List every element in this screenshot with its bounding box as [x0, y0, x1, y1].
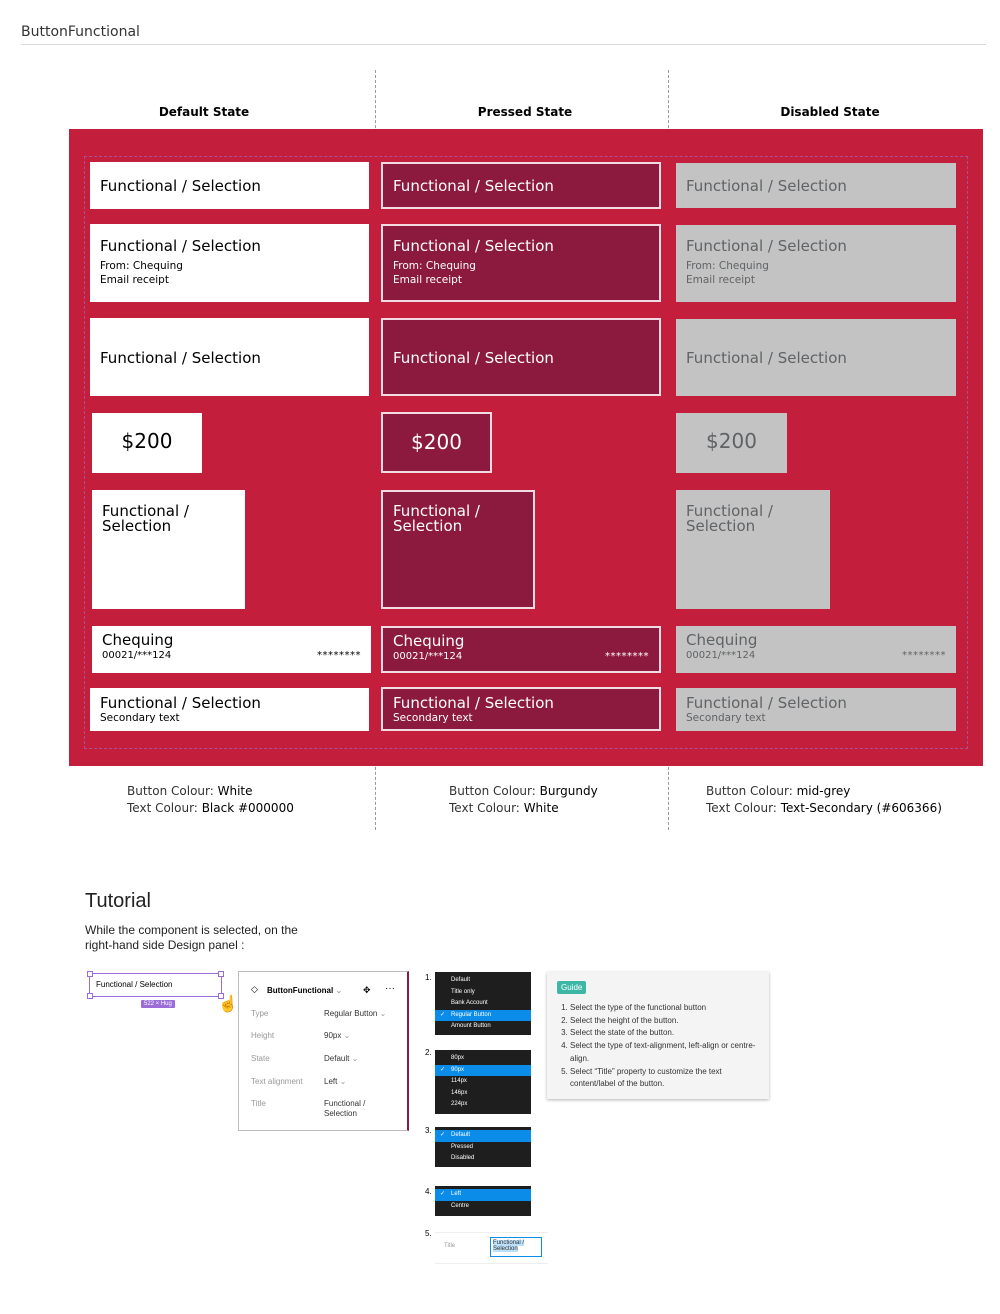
caption-value: Burgundy: [539, 784, 598, 798]
chevron-down-icon: ⌄: [339, 1077, 347, 1086]
component-icon: ◇: [251, 984, 258, 994]
button-subtext-from: From: Chequing: [686, 260, 769, 272]
caption-value: White: [523, 801, 559, 815]
button-title: Functional / Selection: [393, 694, 554, 712]
chevron-down-icon: ⌄: [351, 1054, 359, 1063]
button-title-only-pressed[interactable]: [381, 162, 661, 209]
dropdown-option[interactable]: 114px: [451, 1078, 467, 1084]
prop-label-state: State: [251, 1054, 270, 1063]
prop-value: Left: [324, 1077, 338, 1086]
button-tall-default[interactable]: [92, 490, 245, 609]
account-number: 00021/***124: [102, 650, 172, 661]
prop-select-text-alignment[interactable]: [324, 1077, 346, 1086]
button-secondary-pressed[interactable]: [381, 687, 661, 731]
button-title: Functional / Selection: [100, 694, 261, 712]
button-amount-disabled: [676, 413, 787, 473]
prop-label-text-alignment: Text alignment: [251, 1077, 303, 1086]
dropdown-state[interactable]: [435, 1127, 531, 1167]
dropdown-option[interactable]: Amount Button: [451, 1023, 491, 1029]
button-title-only-disabled: [676, 163, 956, 208]
button-subtext-email: Email receipt: [686, 274, 755, 286]
guide-step: 4. Select the type of text-alignment, left-align or centre-align.: [570, 1040, 765, 1065]
button-amount-default[interactable]: [92, 413, 202, 473]
resize-handle[interactable]: [218, 971, 224, 977]
button-regular-default[interactable]: [90, 224, 369, 302]
button-title: Functional / Selection: [686, 694, 847, 712]
dropdown-option[interactable]: 224px: [451, 1101, 468, 1107]
caption-value: Text-Secondary (#606366): [780, 801, 942, 815]
button-secondary-text: Secondary text: [100, 712, 180, 724]
page-title: ButtonFunctional: [21, 24, 140, 40]
button-title: Functional / Selection: [686, 237, 847, 255]
button-90px-default[interactable]: [90, 318, 369, 396]
prop-value: Default: [324, 1054, 350, 1063]
caption-label: Text Colour:: [127, 801, 198, 815]
account-name: Chequing: [393, 632, 465, 650]
chevron-down-icon: ⌄: [379, 1009, 387, 1018]
button-title: Functional / Selection: [393, 237, 554, 255]
move-icon[interactable]: ✥: [363, 985, 371, 995]
button-amount: $200: [411, 430, 462, 454]
title-property-row: [435, 1232, 548, 1264]
dropdown-option[interactable]: Centre: [451, 1202, 470, 1209]
resize-handle[interactable]: [87, 971, 93, 977]
caption-label: Text Colour:: [449, 801, 520, 815]
button-title: Functional / Selection: [100, 349, 261, 367]
component-name[interactable]: [267, 986, 342, 995]
button-title: Functional / Selection: [100, 237, 261, 255]
prop-select-height[interactable]: [324, 1031, 350, 1040]
button-title: Functional / Selection: [686, 349, 847, 367]
dropdown-option[interactable]: Title only: [451, 988, 475, 995]
dropdown-option[interactable]: Disabled: [451, 1155, 475, 1161]
button-secondary-text: Secondary text: [393, 712, 473, 724]
button-bank-account-pressed[interactable]: [381, 626, 661, 673]
dropdown-option[interactable]: 80px: [451, 1055, 465, 1061]
prop-label-title: Title: [251, 1099, 266, 1108]
selected-component-preview[interactable]: [89, 973, 222, 997]
button-bank-account-disabled: [676, 626, 956, 673]
button-subtext-email: Email receipt: [100, 274, 169, 286]
caption-default: [127, 783, 294, 817]
button-title: Functional / Selection: [393, 177, 554, 195]
button-secondary-default[interactable]: [90, 688, 369, 731]
dropdown-option[interactable]: 146px: [451, 1089, 468, 1096]
guide-steps-list: [557, 1002, 765, 1091]
more-options-icon[interactable]: ···: [385, 983, 395, 994]
title-property-label: Title: [444, 1243, 456, 1249]
step-number: 2.: [425, 1048, 432, 1057]
button-subtext-email: Email receipt: [393, 274, 462, 286]
column-header-disabled: Disabled State: [780, 105, 880, 119]
account-mask: ********: [902, 650, 946, 661]
dropdown-option-selected[interactable]: ✓ 90px: [435, 1065, 531, 1077]
selected-component-label: Functional / Selection: [96, 980, 173, 989]
button-amount: $200: [706, 429, 757, 453]
title-property-input[interactable]: [490, 1237, 542, 1257]
column-header-pressed: Pressed State: [477, 105, 573, 119]
button-title-only-default[interactable]: [90, 162, 369, 209]
dropdown-option-selected[interactable]: ✓ Regular Button: [435, 1010, 531, 1022]
account-mask: ********: [317, 650, 361, 661]
prop-label-height: Height: [251, 1031, 275, 1040]
tutorial-description: While the component is selected, on the right-hand side Design panel :: [85, 923, 298, 952]
caption-value: White: [217, 784, 253, 798]
guide-step: 2. Select the height of the button.: [570, 1015, 765, 1028]
step-number: 5.: [425, 1229, 432, 1238]
button-title: Functional / Selection: [100, 177, 261, 195]
button-secondary-disabled: [676, 688, 956, 731]
account-mask: ********: [605, 651, 649, 662]
dropdown-height[interactable]: [435, 1050, 531, 1114]
account-number: 00021/***124: [393, 651, 463, 662]
step-number: 1.: [425, 973, 432, 982]
prop-value: Regular Button: [324, 1009, 378, 1018]
button-amount: $200: [121, 429, 173, 453]
tutorial-title: Tutorial: [85, 890, 151, 912]
title-property-value: Functional / Selection: [493, 1240, 525, 1252]
button-bank-account-default[interactable]: [92, 626, 371, 673]
guide-card: [547, 972, 769, 1099]
dropdown-option-selected[interactable]: ✓ Left: [435, 1189, 531, 1201]
dropdown-option[interactable]: Bank Account: [451, 1000, 488, 1006]
step-number: 4.: [425, 1187, 432, 1196]
dropdown-option-selected[interactable]: ✓ Default: [435, 1130, 531, 1142]
button-90px-disabled: [676, 319, 956, 396]
chevron-down-icon: ⌄: [335, 986, 343, 995]
design-panel: [238, 971, 409, 1131]
button-title: Functional / Selection: [393, 349, 554, 367]
guide-step: 1. Select the type of the functional button: [570, 1002, 765, 1015]
prop-value: 90px: [324, 1031, 342, 1040]
prop-select-state[interactable]: [324, 1054, 358, 1063]
button-title: Functional / Selection: [686, 502, 773, 535]
caption-value: Black #000000: [201, 801, 294, 815]
caption-pressed: [449, 783, 598, 817]
guide-tag: Guide: [557, 981, 586, 994]
caption-disabled: [706, 783, 942, 817]
step-number: 3.: [425, 1126, 432, 1135]
button-title: Functional / Selection: [686, 177, 847, 195]
caption-value: mid-grey: [796, 784, 851, 798]
prop-label-type: Type: [251, 1009, 269, 1018]
button-regular-disabled: [676, 225, 956, 302]
caption-label: Button Colour:: [706, 784, 793, 798]
resize-handle[interactable]: [87, 993, 93, 999]
prop-input-title[interactable]: Functional / Selection: [324, 1099, 366, 1118]
hand-cursor-icon: ☝: [218, 996, 238, 1013]
button-subtext-from: From: Chequing: [100, 260, 183, 272]
dropdown-option[interactable]: Pressed: [451, 1143, 474, 1150]
caption-label: Button Colour:: [127, 784, 214, 798]
button-subtext-from: From: Chequing: [393, 260, 476, 272]
caption-label: Button Colour:: [449, 784, 536, 798]
dropdown-type[interactable]: [435, 972, 531, 1035]
chevron-down-icon: ⌄: [343, 1031, 351, 1040]
button-title: Functional / Selection: [102, 502, 189, 535]
guide-step: 3. Select the state of the button.: [570, 1027, 765, 1040]
title-divider: [21, 44, 986, 45]
button-amount-pressed[interactable]: [381, 412, 492, 473]
caption-label: Text Colour:: [706, 801, 777, 815]
dropdown-text-alignment[interactable]: [435, 1186, 531, 1216]
component-name-text: ButtonFunctional: [267, 986, 334, 995]
prop-select-type[interactable]: [324, 1009, 386, 1018]
guide-step: 5. Select “Title” property to customize the text content/label of the button.: [570, 1066, 765, 1091]
button-tall-disabled: [676, 490, 830, 609]
button-90px-pressed[interactable]: [381, 318, 661, 396]
button-title: Functional / Selection: [393, 502, 480, 535]
account-name: Chequing: [686, 631, 758, 649]
size-tag: 522 × Hug: [141, 1000, 175, 1008]
account-number: 00021/***124: [686, 650, 756, 661]
button-secondary-text: Secondary text: [686, 712, 766, 724]
button-regular-pressed[interactable]: [381, 224, 661, 302]
account-name: Chequing: [102, 631, 174, 649]
button-tall-pressed[interactable]: [381, 490, 535, 609]
dropdown-option[interactable]: Default: [451, 977, 471, 983]
column-header-default: Default State: [158, 105, 250, 119]
